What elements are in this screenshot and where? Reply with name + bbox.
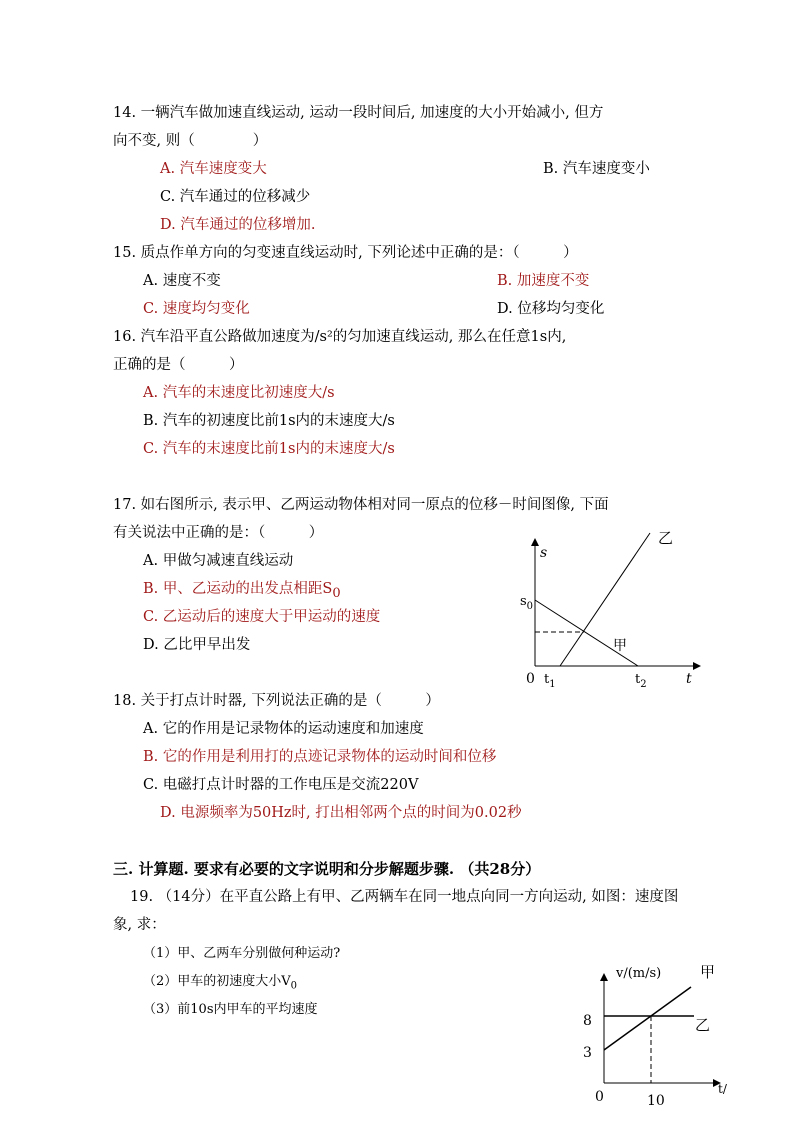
section3-heading: 三. 计算题. 要求有必要的文字说明和分步解题步骤. （共28分）	[113, 860, 541, 878]
q15-option-a: A. 速度不变	[143, 273, 221, 289]
q17-stem-line1: 17. 如右图所示, 表示甲、乙两运动物体相对同一原点的位移－时间图像, 下面	[113, 497, 609, 513]
q19-part-2-text: （2）甲车的初速度大小V	[143, 974, 291, 989]
q14-stem-line1: 14. 一辆汽车做加速直线运动, 运动一段时间后, 加速度的大小开始减小, 但方	[113, 105, 604, 121]
q17-option-c: C. 乙运动后的速度大于甲运动的速度	[143, 609, 381, 625]
q17-yi-label: 乙	[658, 529, 674, 547]
q16-stem-line1: 16. 汽车沿平直公路做加速度为/s²的匀加速直线运动, 那么在任意1s内,	[113, 329, 567, 345]
q17-t2-main: t	[635, 672, 641, 687]
q19-part-2	[143, 972, 297, 997]
q17-y-axis-label: s	[540, 545, 548, 561]
q17-yi-line	[560, 533, 650, 666]
q17-option-b-subscript: 0	[332, 585, 341, 601]
q19-stem-line1: 19. （14分）在平直公路上有甲、乙两辆车在同一地点向同一方向运动, 如图：速度图	[130, 889, 679, 905]
q17-stem-line2: 有关说法中正确的是：（ ）	[113, 525, 324, 541]
q19-y-tick-3: 3	[583, 1045, 592, 1061]
q19-y-axis-label: v/(m/s)	[616, 966, 662, 981]
q15-option-d: D. 位移均匀变化	[497, 301, 605, 317]
q17-position-time-graph	[510, 525, 710, 695]
q14-option-b: B. 汽车速度变小	[543, 161, 650, 177]
q15-stem: 15. 质点作单方向的匀变速直线运动时, 下列论述中正确的是：（ ）	[113, 245, 578, 261]
q18-option-d: D. 电源频率为50Hz时, 打出相邻两个点的时间为0.02秒	[160, 805, 522, 821]
q14-option-c: C. 汽车通过的位移减少	[160, 189, 311, 205]
q17-s0-label	[520, 594, 533, 612]
q15-option-c: C. 速度均匀变化	[143, 301, 250, 317]
q16-option-a: A. 汽车的末速度比初速度大/s	[143, 385, 335, 401]
q17-s0-sub: 0	[526, 601, 534, 612]
q17-t1-sub: 1	[549, 679, 556, 690]
q19-stem-line2: 象, 求：	[113, 917, 166, 933]
q19-jia-line	[604, 987, 691, 1050]
q17-option-b-text: B. 甲、乙运动的出发点相距S	[143, 581, 333, 597]
q19-part-1: （1）甲、乙两车分别做何种运动?	[143, 946, 341, 961]
q17-t2-label	[635, 672, 647, 690]
q19-jia-label: 甲	[700, 963, 716, 981]
q17-s0-main: s	[520, 594, 527, 609]
q19-yi-label: 乙	[695, 1016, 711, 1034]
q17-t2-sub: 2	[640, 679, 647, 690]
q17-x-axis-label: t	[686, 671, 692, 687]
q19-origin-label: 0	[595, 1089, 604, 1105]
q17-origin-label: 0	[526, 671, 535, 687]
q18-option-c: C. 电磁打点计时器的工作电压是交流220V	[143, 777, 419, 793]
q18-option-b: B. 它的作用是利用打的点迹记录物体的运动时间和位移	[143, 749, 497, 765]
q17-t1-main: t	[544, 672, 550, 687]
q19-velocity-time-graph	[570, 960, 740, 1110]
q17-jia-label: 甲	[613, 638, 627, 654]
q19-x-tick-10: 10	[647, 1093, 665, 1109]
q19-x-axis-label: t/	[718, 1082, 727, 1096]
q17-option-d: D. 乙比甲早出发	[143, 637, 251, 653]
q18-stem: 18. 关于打点计时器, 下列说法正确的是（ ）	[113, 693, 440, 709]
q17-jia-line	[535, 600, 638, 666]
q14-option-d: D. 汽车通过的位移增加.	[160, 217, 316, 233]
q17-t1-label	[544, 672, 556, 690]
q14-option-a: A. 汽车速度变大	[160, 161, 267, 177]
q14-stem-line2: 向不变, 则（ ）	[113, 133, 268, 149]
q18-option-a: A. 它的作用是记录物体的运动速度和加速度	[143, 721, 424, 737]
q17-option-b	[143, 579, 341, 604]
q19-part-2-subscript: 0	[290, 980, 298, 992]
q19-y-tick-8: 8	[583, 1013, 592, 1029]
q15-option-b: B. 加速度不变	[497, 273, 590, 289]
q19-part-3: （3）前10s内甲车的平均速度	[143, 1002, 318, 1017]
q16-option-c: C. 汽车的末速度比前1s内的末速度大/s	[143, 441, 395, 457]
q16-stem-line2: 正确的是（ ）	[113, 357, 244, 373]
q17-option-a: A. 甲做匀减速直线运动	[143, 553, 294, 569]
q16-option-b: B. 汽车的初速度比前1s内的末速度大/s	[143, 413, 395, 429]
